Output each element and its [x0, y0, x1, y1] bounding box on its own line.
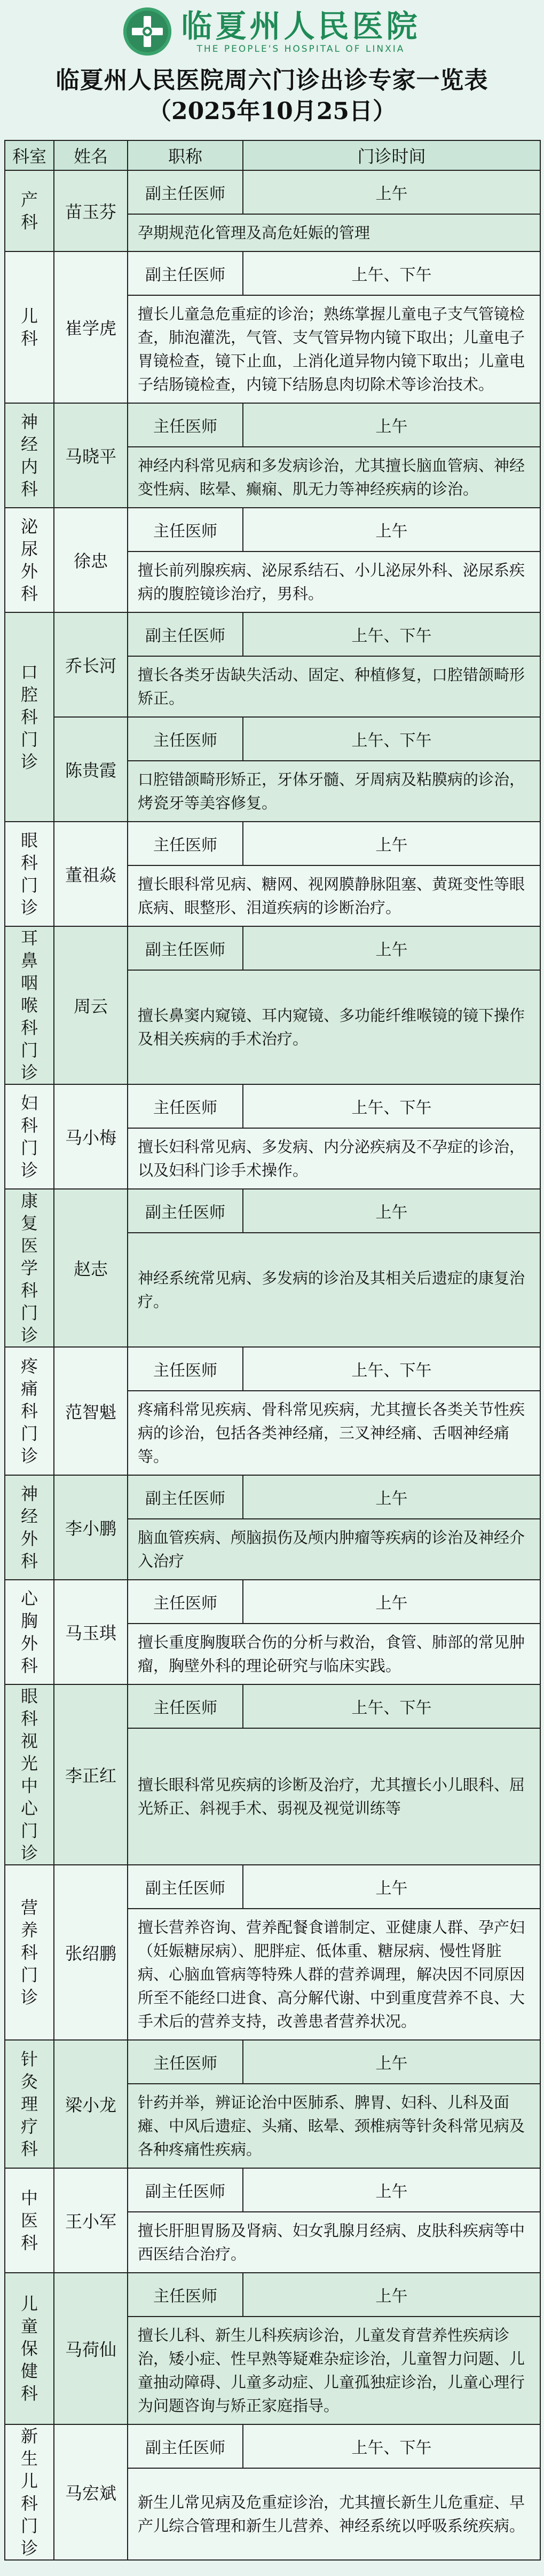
clinic-time: 上午: [243, 170, 540, 214]
clinic-time: 上午: [243, 508, 540, 552]
dept-label: 耳鼻咽喉科门诊: [20, 928, 38, 1083]
doctor-name: 苗玉芬: [54, 170, 128, 251]
hospital-name-cn: 临夏州人民医院: [181, 8, 421, 44]
doctor-row: [5, 822, 540, 865]
doctor-row: [5, 403, 540, 447]
doctor-row: [5, 717, 540, 761]
clinic-time: 上午: [243, 926, 540, 970]
doctor-title: 主任医师: [128, 2273, 243, 2317]
dept-label: 妇科门诊: [20, 1093, 38, 1180]
dept-cell: [5, 508, 54, 612]
doctor-specialty: 擅长肝胆胃肠及肾病、妇女乳腺月经病、皮肤科疾病等中西医结合治疗。: [128, 2212, 540, 2273]
hospital-emblem-icon: [123, 7, 171, 56]
doctor-name: 马晓平: [54, 403, 128, 508]
doctor-title: 副主任医师: [128, 2424, 243, 2468]
doctor-specialty: 擅长营养咨询、营养配餐食谱制定、亚健康人群、孕产妇（妊娠糖尿病）、肥胖症、低体重、糖尿病、慢性肾脏病、心脑血管病等特殊人群的营养调理，解决因不同原因所至不能经口进食、高分解代谢、中到重度营养不良、大手术后的营养支持，改善患者营养状况。: [128, 1909, 540, 2040]
doctor-specialty: 疼痛科常见疾病、骨科常见疾病，尤其擅长各类关节性疾病的诊治，包括各类神经痛，三叉神经痛、舌咽神经痛等。: [128, 1391, 540, 1475]
dept-cell: [5, 822, 54, 926]
doctor-specialty: 擅长眼科常见病、糖网、视网膜静脉阻塞、黄斑变性等眼底病、眼整形、泪道疾病的诊断治疗。: [128, 865, 540, 926]
doctor-name: 王小军: [54, 2168, 128, 2273]
dept-cell: [5, 612, 54, 822]
page-title: 临夏州人民医院周六门诊出诊专家一览表: [56, 67, 488, 94]
clinic-time: 上午: [243, 1189, 540, 1233]
doctor-name: 崔学虎: [54, 251, 128, 403]
dept-label: 中医科: [20, 2188, 38, 2253]
dept-cell: [5, 1865, 54, 2040]
doctor-name: 张绍鹏: [54, 1865, 128, 2040]
dept-cell: [5, 2168, 54, 2273]
doctor-specialty: 擅长前列腺疾病、泌尿系结石、小儿泌尿外科、泌尿系疾病的腹腔镜诊治疗，男科。: [128, 552, 540, 612]
doctor-name: 周云: [54, 926, 128, 1084]
doctor-name: 马宏斌: [54, 2424, 128, 2560]
doctor-title: 主任医师: [128, 2040, 243, 2084]
doctor-row: [5, 508, 540, 552]
dept-label: 神经内科: [20, 412, 38, 499]
dept-label: 康复医学科门诊: [20, 1191, 38, 1345]
clinic-time: 上午、下午: [243, 1347, 540, 1391]
doctor-name: 范智魁: [54, 1347, 128, 1475]
dept-label: 儿童保健科: [20, 2294, 38, 2404]
doctor-specialty: 神经内科常见病和多发病诊治，尤其擅长脑血管病、神经变性病、眩晕、癫痫、肌无力等神经疾病的诊治。: [128, 447, 540, 508]
doctor-row: [5, 926, 540, 970]
clinic-time: 上午: [243, 1475, 540, 1519]
doctor-row: [5, 251, 540, 295]
clinic-time: 上午、下午: [243, 1084, 540, 1128]
dept-label: 产科: [20, 190, 38, 232]
dept-label: 儿科: [20, 306, 38, 349]
dept-label: 眼科门诊: [20, 830, 38, 918]
dept-cell: [5, 1189, 54, 1347]
dept-label: 眼科视光中心门诊: [20, 1686, 38, 1863]
doctor-title: 主任医师: [128, 1084, 243, 1128]
doctor-title: 副主任医师: [128, 1189, 243, 1233]
doctor-specialty: 针药并举，辨证论治中医肺系、脾胃、妇科、儿科及面瘫、中风后遗症、头痛、眩晕、颈椎病等针灸科常见病及各种疼痛性疾病。: [128, 2084, 540, 2168]
doctor-name: 徐忠: [54, 508, 128, 612]
doctor-title: 主任医师: [128, 1684, 243, 1728]
dept-label: 针灸理疗科: [20, 2049, 38, 2159]
doctor-name: 马小梅: [54, 1084, 128, 1189]
doctor-title: 副主任医师: [128, 170, 243, 214]
dept-cell: [5, 1580, 54, 1684]
doctor-specialty: 新生儿常见病及危重症诊治，尤其擅长新生儿危重症、早产儿综合管理和新生儿营养、神经系统以呼吸系统疾病。: [128, 2468, 540, 2560]
hospital-name-en: THE PEOPLE'S HOSPITAL OF LINXIA: [196, 44, 405, 54]
doctor-specialty: 擅长重度胸腹联合伤的分析与救治，食管、肺部的常见肿瘤，胸壁外科的理论研究与临床实践。: [128, 1624, 540, 1684]
doctor-title: 副主任医师: [128, 251, 243, 295]
doctor-title: 主任医师: [128, 508, 243, 552]
dept-label: 神经外科: [20, 1484, 38, 1571]
doctor-title: 副主任医师: [128, 2168, 243, 2212]
clinic-time: 上午、下午: [243, 1684, 540, 1728]
doctor-row: [5, 1475, 540, 1519]
doctor-title: 副主任医师: [128, 612, 243, 656]
doctor-row: [5, 1189, 540, 1233]
dept-cell: [5, 2424, 54, 2560]
doctor-row: [5, 1084, 540, 1128]
header-dept: 科室: [5, 140, 54, 170]
clinic-time: 上午: [243, 2168, 540, 2212]
header-name: 姓名: [54, 140, 128, 170]
doctor-specialty: 擅长儿童急危重症的诊治；熟练掌握儿童电子支气管镜检查，肺泡灌洗，气管、支气管异物内镜下取出；儿童电子胃镜检查，镜下止血，上消化道异物内镜下取出；儿童电子结肠镜检查，内镜下结肠息肉切除术等诊治技术。: [128, 295, 540, 403]
doctor-row: [5, 1865, 540, 1909]
doctor-row: [5, 612, 540, 656]
doctor-specialty: 神经系统常见病、多发病的诊治及其相关后遗症的康复治疗。: [128, 1233, 540, 1347]
doctor-name: 陈贵霞: [54, 717, 128, 822]
hospital-logo-bar: [0, 0, 544, 63]
clinic-time: 上午: [243, 2040, 540, 2084]
doctor-name: 李小鹏: [54, 1475, 128, 1580]
doctor-title: 副主任医师: [128, 926, 243, 970]
dept-label: 口腔科门诊: [20, 662, 38, 772]
doctor-title: 主任医师: [128, 403, 243, 447]
clinic-time: 上午: [243, 403, 540, 447]
dept-cell: [5, 2273, 54, 2424]
doctor-specialty: 擅长鼻窦内窥镜、耳内窥镜、多功能纤维喉镜的镜下操作及相关疾病的手术治疗。: [128, 970, 540, 1084]
doctor-name: 乔长河: [54, 612, 128, 717]
doctor-title: 主任医师: [128, 717, 243, 761]
dept-cell: [5, 1084, 54, 1189]
clinic-time: 上午: [243, 822, 540, 865]
doctor-row: [5, 170, 540, 214]
dept-cell: [5, 1684, 54, 1865]
doctor-specialty: 口腔错颌畸形矫正，牙体牙髓、牙周病及粘膜病的诊治，烤瓷牙等美容修复。: [128, 761, 540, 822]
doctor-name: 李正红: [54, 1684, 128, 1865]
dept-cell: [5, 2040, 54, 2168]
doctor-row: [5, 2168, 540, 2212]
doctor-row: [5, 2424, 540, 2468]
doctor-specialty: 擅长各类牙齿缺失活动、固定、种植修复，口腔错颌畸形矫正。: [128, 656, 540, 717]
dept-cell: [5, 170, 54, 251]
clinic-time: 上午、下午: [243, 2424, 540, 2468]
doctor-specialty: 孕期规范化管理及高危妊娠的管理: [128, 214, 540, 251]
doctor-specialty: 擅长儿科、新生儿科疾病诊治，儿童发育营养性疾病诊治，矮小症、性早熟等疑难杂症诊治，儿童智力问题、儿童抽动障碍、儿童多动症、儿童孤独症诊治，儿童心理行为问题咨询与矫正家庭指导。: [128, 2317, 540, 2424]
doctor-row: [5, 1684, 540, 1728]
clinic-time: 上午: [243, 1580, 540, 1624]
dept-label: 新生儿科门诊: [20, 2426, 38, 2558]
clinic-time: 上午: [243, 1865, 540, 1909]
doctor-title: 主任医师: [128, 822, 243, 865]
dept-cell: [5, 403, 54, 508]
dept-label: 心胸外科: [20, 1588, 38, 1676]
doctor-specialty: 脑血管疾病、颅脑损伤及颅内肿瘤等疾病的诊治及神经介入治疗: [128, 1519, 540, 1580]
dept-cell: [5, 1475, 54, 1580]
doctor-name: 董祖焱: [54, 822, 128, 926]
doctor-name: 赵志: [54, 1189, 128, 1347]
clinic-time: 上午、下午: [243, 717, 540, 761]
dept-cell: [5, 1347, 54, 1475]
doctor-row: [5, 2273, 540, 2317]
doctor-specialty: 擅长妇科常见病、多发病、内分泌疾病及不孕症的诊治，以及妇科门诊手术操作。: [128, 1128, 540, 1189]
dept-cell: [5, 251, 54, 403]
doctor-name: 马玉琪: [54, 1580, 128, 1684]
dept-label: 疼痛科门诊: [20, 1356, 38, 1466]
doctor-title: 副主任医师: [128, 1865, 243, 1909]
header-title: 职称: [128, 140, 243, 170]
clinic-time: 上午、下午: [243, 251, 540, 295]
table-header-row: [5, 140, 540, 170]
doctor-title: 主任医师: [128, 1580, 243, 1624]
header-time: 门诊时间: [243, 140, 540, 170]
doctor-row: [5, 2040, 540, 2084]
doctor-row: [5, 1580, 540, 1624]
doctor-name: 梁小龙: [54, 2040, 128, 2168]
clinic-time: 上午: [243, 2273, 540, 2317]
dept-label: 营养科门诊: [20, 1897, 38, 2007]
doctor-specialty: 擅长眼科常见疾病的诊断及治疗，尤其擅长小儿眼科、屈光矫正、斜视手术、弱视及视觉训练等: [128, 1728, 540, 1865]
doctor-title: 主任医师: [128, 1347, 243, 1391]
doctor-name: 马荷仙: [54, 2273, 128, 2424]
schedule-table: [4, 140, 541, 2561]
clinic-time: 上午、下午: [243, 612, 540, 656]
schedule-date: （2025年10月25日）: [148, 98, 396, 125]
dept-cell: [5, 926, 54, 1084]
doctor-row: [5, 1347, 540, 1391]
doctor-title: 副主任医师: [128, 1475, 243, 1519]
dept-label: 泌尿外科: [20, 516, 38, 604]
